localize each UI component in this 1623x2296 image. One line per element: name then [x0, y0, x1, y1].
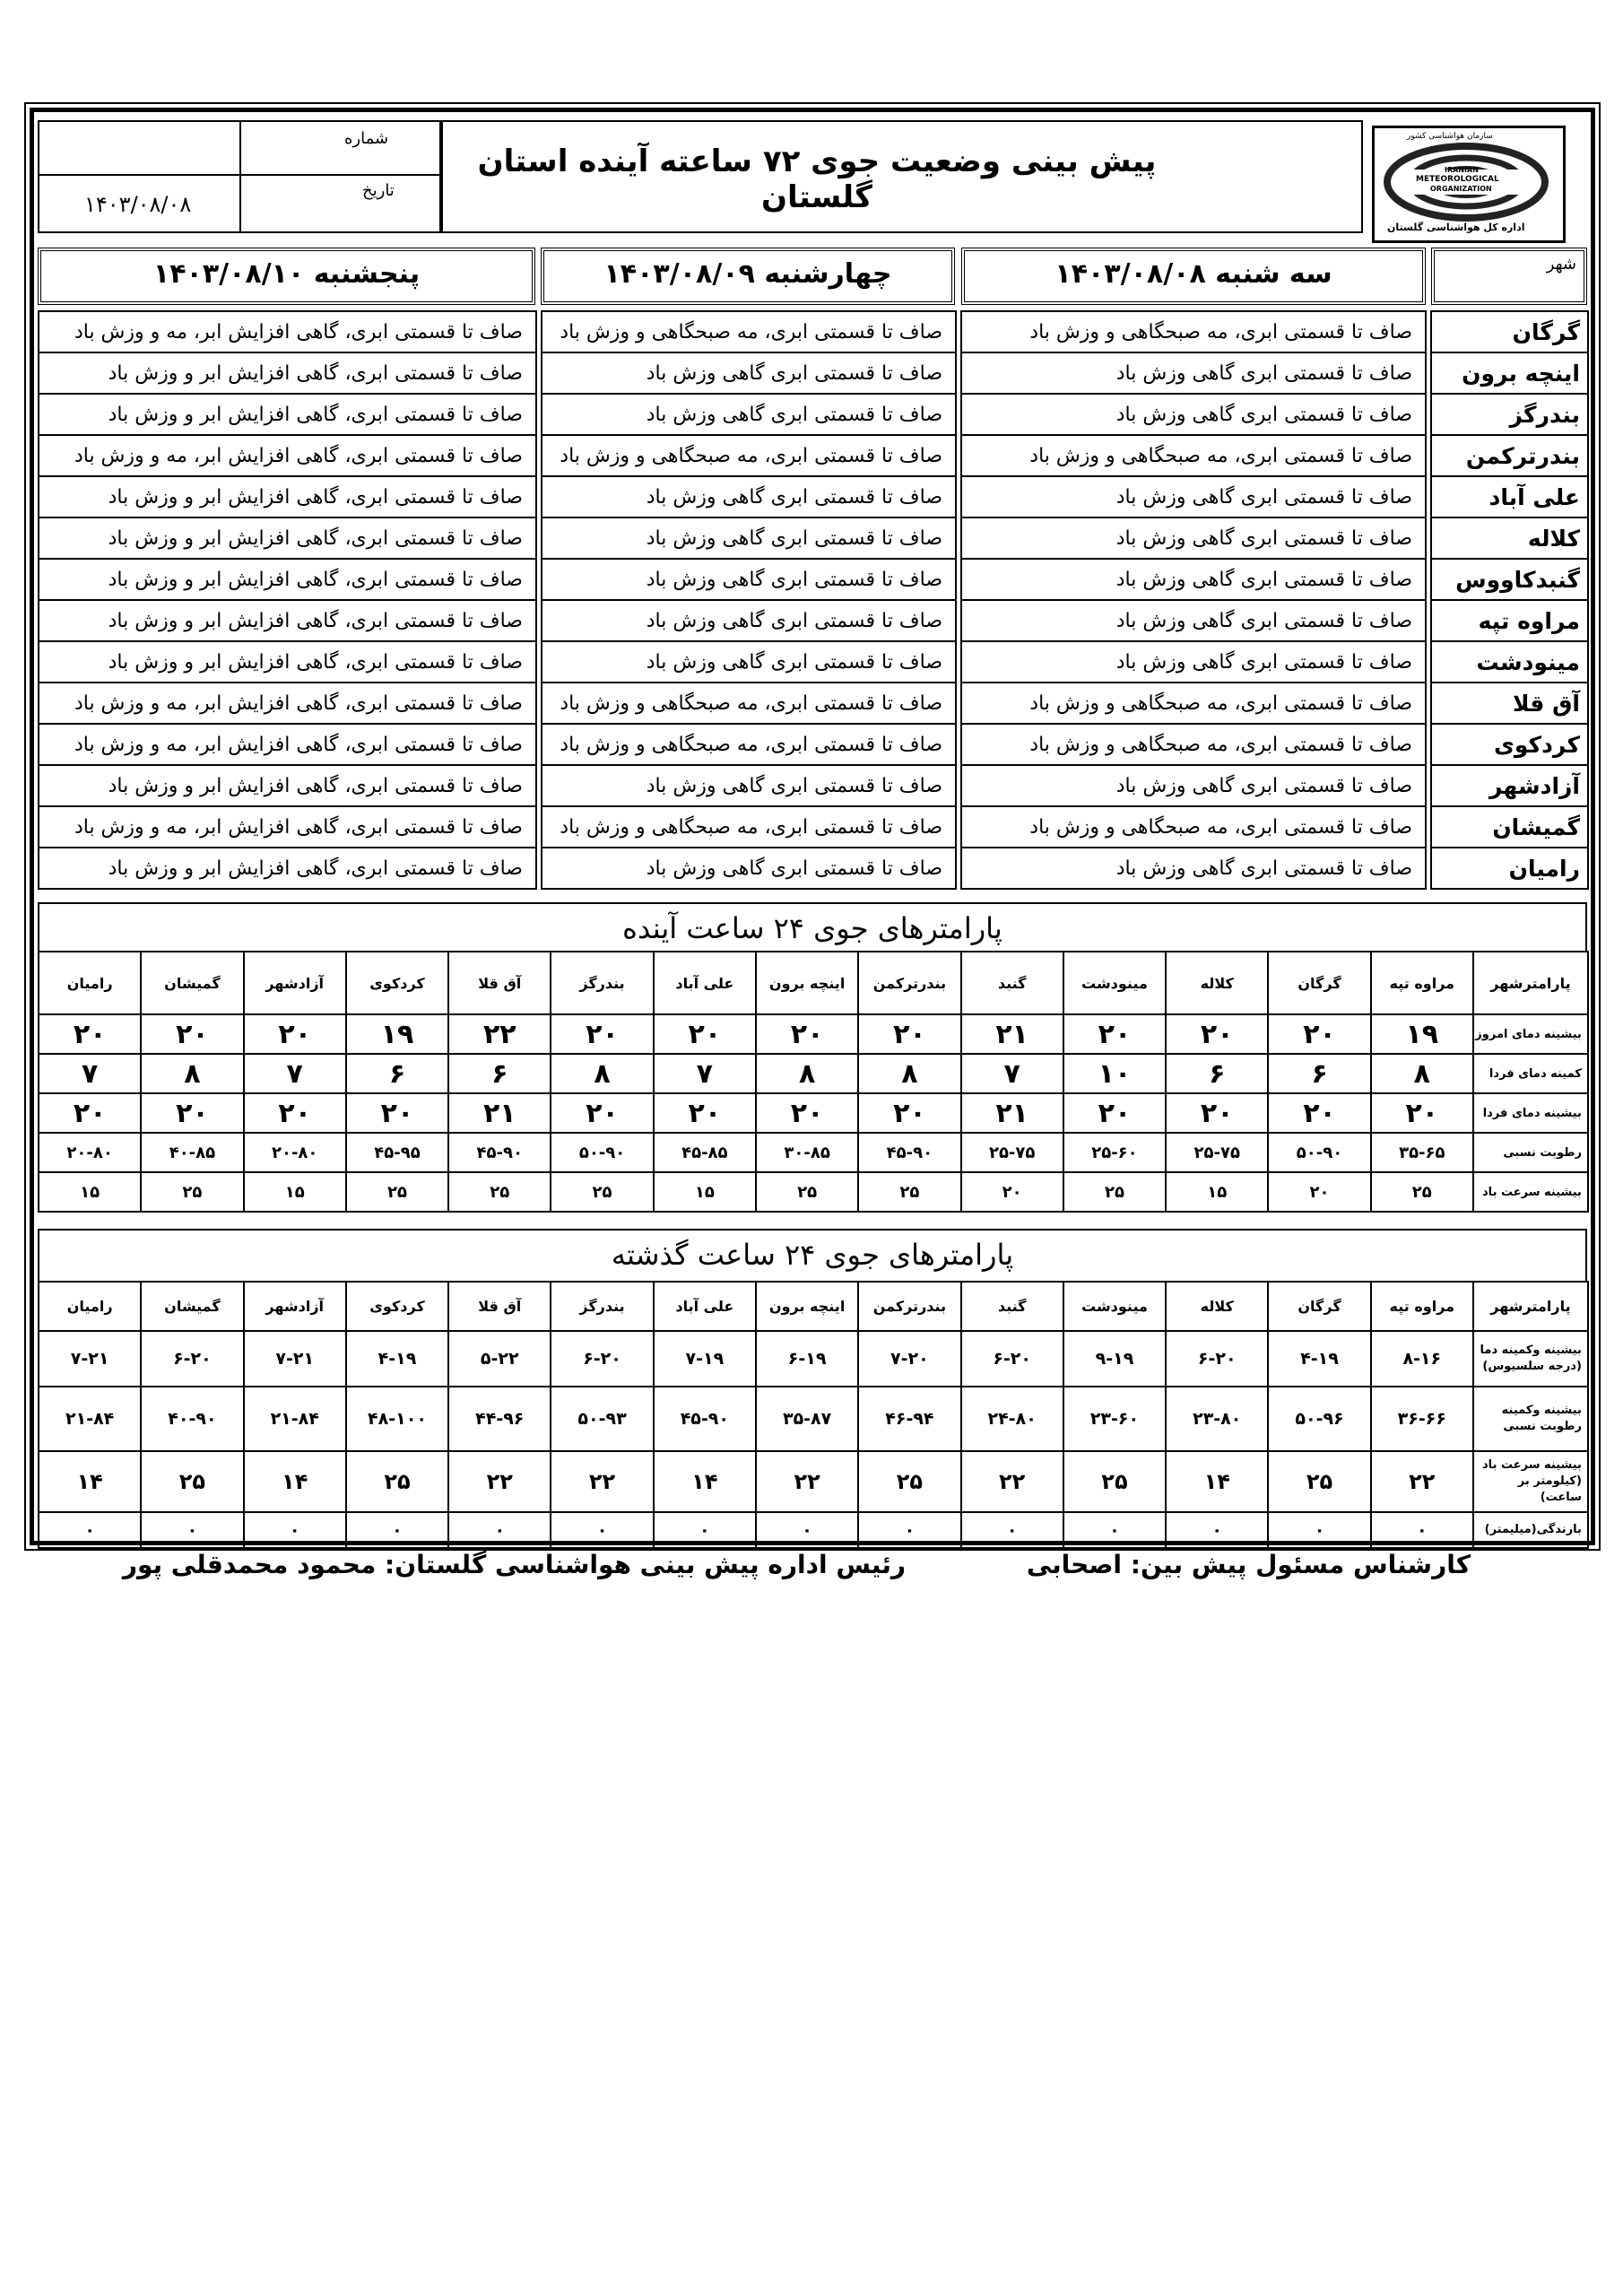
param-value: ۲۰ [1268, 1014, 1370, 1054]
param-value: ۸ [756, 1054, 858, 1093]
forecast-row [39, 641, 1588, 683]
param-label: رطوبت نسبی [1473, 1133, 1588, 1172]
param-value: ۶-۱۹ [756, 1331, 858, 1387]
forecast-day2-cell: صاف تا قسمتی ابری گاهی وزش باد [542, 476, 956, 517]
forecast-day1-cell: صاف تا قسمتی ابری، مه صبحگاهی و وزش باد [961, 806, 1426, 848]
param-city-header: کردکوی [346, 952, 448, 1014]
param-value: ۱۴ [1166, 1451, 1268, 1512]
param-value: ۸ [1371, 1054, 1473, 1093]
param-value: ۱۵ [1166, 1172, 1268, 1212]
param-value: ۶-۲۰ [961, 1331, 1063, 1387]
param-city-header: اینچه برون [756, 952, 858, 1014]
param-value: ۷-۱۹ [654, 1331, 756, 1387]
forecast-day2-cell: صاف تا قسمتی ابری، مه صبحگاهی و وزش باد [542, 435, 956, 476]
param-city-header: بندرگز [551, 1282, 653, 1331]
param-row [39, 1014, 1588, 1054]
param-value: ۲۵ [141, 1172, 243, 1212]
logo-top-text: سازمان هواشناسی کشور [1407, 132, 1493, 141]
param-city-header: گنبد [961, 1282, 1063, 1331]
date-label: تاریخ [362, 181, 395, 200]
param-value: ۲۲ [551, 1451, 653, 1512]
day-header-3: پنجشنبه ۱۴۰۳/۰۸/۱۰ [38, 248, 535, 305]
forecast-row [39, 435, 1588, 476]
param-label: بارندگی(میلیمتر) [1473, 1512, 1588, 1548]
param-value: ۲۰ [1268, 1093, 1370, 1133]
logo-en-line2: METEOROLOGICAL [1416, 175, 1499, 184]
param-value: ۰ [39, 1512, 141, 1548]
forecast-day2-cell: صاف تا قسمتی ابری گاهی وزش باد [542, 517, 956, 559]
param-value: ۴۵-۹۵ [346, 1133, 448, 1172]
forecast-day2-cell: صاف تا قسمتی ابری گاهی وزش باد [542, 848, 956, 889]
forecast-day3-cell: صاف تا قسمتی ابری، گاهی افزایش ابر و وزش باد [39, 352, 536, 394]
param-value: ۷-۲۰ [858, 1331, 960, 1387]
param-value: ۲۰ [1371, 1093, 1473, 1133]
param-value: ۵۰-۹۰ [551, 1133, 653, 1172]
past24-table [38, 1281, 1589, 1549]
forecast-day1-cell: صاف تا قسمتی ابری گاهی وزش باد [961, 476, 1426, 517]
forecast-row [39, 848, 1588, 889]
param-value: ۰ [961, 1512, 1063, 1548]
param-value: ۲۵-۶۰ [1063, 1133, 1166, 1172]
param-value: ۷ [961, 1054, 1063, 1093]
number-date-box [38, 120, 441, 233]
forecast-row [39, 517, 1588, 559]
param-value: ۰ [1063, 1512, 1166, 1548]
param-label: بیشینه سرعت باد [1473, 1172, 1588, 1212]
city-name: رامیان [1431, 848, 1588, 889]
forecast-day2-cell: صاف تا قسمتی ابری، مه صبحگاهی و وزش باد [542, 311, 956, 352]
param-value: ۲۵ [1063, 1172, 1166, 1212]
param-header-row [39, 1282, 1588, 1331]
param-value: ۱۹ [346, 1014, 448, 1054]
param-value: ۹-۱۹ [1063, 1331, 1166, 1387]
forecast-day3-cell: صاف تا قسمتی ابری، گاهی افزایش ابر و وزش باد [39, 394, 536, 435]
param-value: ۲۰-۸۰ [244, 1133, 346, 1172]
param-value: ۲۰ [1063, 1093, 1166, 1133]
param-value: ۰ [654, 1512, 756, 1548]
city-name: مینودشت [1431, 641, 1588, 683]
next24-title: پارامترهای جوی ۲۴ ساعت آینده [622, 911, 1002, 945]
param-city-header: گنبد [961, 952, 1063, 1014]
param-value: ۴۵-۹۰ [448, 1133, 551, 1172]
param-value: ۶ [1166, 1054, 1268, 1093]
param-value: ۲۰ [141, 1014, 243, 1054]
param-value: ۵۰-۹۰ [1268, 1133, 1370, 1172]
city-name: گمیشان [1431, 806, 1588, 848]
forecast-row [39, 352, 1588, 394]
param-city-header: آزادشهر [244, 952, 346, 1014]
param-city-header: گرگان [1268, 1282, 1370, 1331]
param-value: ۸ [141, 1054, 243, 1093]
param-label: بیشینه دمای امروز [1473, 1014, 1588, 1054]
param-value: ۲۵ [756, 1172, 858, 1212]
forecast-day3-cell: صاف تا قسمتی ابری، گاهی افزایش ابر و وزش باد [39, 765, 536, 806]
param-label: بیشینه وکمینه رطوبت نسبی [1473, 1387, 1588, 1451]
forecast-day3-cell: صاف تا قسمتی ابری، گاهی افزایش ابر و وزش باد [39, 600, 536, 641]
param-value: ۶-۲۰ [141, 1331, 243, 1387]
param-value: ۴۰-۹۰ [141, 1387, 243, 1451]
param-header-cell: پارامترشهر [1473, 952, 1588, 1014]
meteorological-organization-logo [1372, 126, 1566, 243]
forecast-row [39, 394, 1588, 435]
forecast-row [39, 806, 1588, 848]
logo-en-line3: ORGANIZATION [1430, 185, 1492, 193]
param-value: ۲۰ [756, 1093, 858, 1133]
forecast-day3-cell: صاف تا قسمتی ابری، گاهی افزایش ابر و وزش باد [39, 476, 536, 517]
param-value: ۳۶-۶۶ [1371, 1387, 1473, 1451]
date-value: ۱۴۰۳/۰۸/۰۸ [84, 192, 192, 217]
param-value: ۶ [448, 1054, 551, 1093]
param-value: ۰ [756, 1512, 858, 1548]
param-value: ۳۵-۶۵ [1371, 1133, 1473, 1172]
param-value: ۵-۲۲ [448, 1331, 551, 1387]
param-value: ۲۰ [1166, 1014, 1268, 1054]
param-value: ۱۴ [39, 1451, 141, 1512]
forecast-day3-cell: صاف تا قسمتی ابری، گاهی افزایش ابر، مه و وزش باد [39, 683, 536, 724]
param-city-header: گمیشان [141, 1282, 243, 1331]
next24-table [38, 951, 1589, 1213]
city-name: بندرگز [1431, 394, 1588, 435]
param-value: ۱۵ [39, 1172, 141, 1212]
param-label: بیشینه وکمینه دما (درجه سلسیوس) [1473, 1331, 1588, 1387]
param-value: ۰ [551, 1512, 653, 1548]
param-value: ۴۵-۸۵ [654, 1133, 756, 1172]
param-value: ۲۰ [654, 1093, 756, 1133]
param-value: ۰ [858, 1512, 960, 1548]
param-city-header: گرگان [1268, 952, 1370, 1014]
param-value: ۲۰-۸۰ [39, 1133, 141, 1172]
param-value: ۷-۲۱ [39, 1331, 141, 1387]
param-value: ۲۰ [858, 1093, 960, 1133]
forecast-day2-cell: صاف تا قسمتی ابری گاهی وزش باد [542, 559, 956, 600]
param-value: ۲۱-۸۴ [244, 1387, 346, 1451]
param-label: بیشینه سرعت باد (کیلومتر بر ساعت) [1473, 1451, 1588, 1512]
param-value: ۵۰-۹۳ [551, 1387, 653, 1451]
param-value: ۲۵-۷۵ [961, 1133, 1063, 1172]
forecast-day2-cell: صاف تا قسمتی ابری گاهی وزش باد [542, 600, 956, 641]
city-header: شهر [1431, 248, 1587, 305]
param-city-header: مراوه تپه [1371, 952, 1473, 1014]
param-city-header: بندرترکمن [858, 1282, 960, 1331]
param-value: ۴۰-۸۵ [141, 1133, 243, 1172]
param-value: ۴۴-۹۶ [448, 1387, 551, 1451]
forecast-day3-cell: صاف تا قسمتی ابری، گاهی افزایش ابر و وزش باد [39, 848, 536, 889]
city-name: آق قلا [1431, 683, 1588, 724]
param-value: ۲۰ [551, 1093, 653, 1133]
param-label: بیشینه دمای فردا [1473, 1093, 1588, 1133]
param-value: ۲۰ [858, 1014, 960, 1054]
param-value: ۶-۲۰ [551, 1331, 653, 1387]
past24-title: پارامترهای جوی ۲۴ ساعت گذشته [611, 1238, 1014, 1272]
param-city-header: بندرگز [551, 952, 653, 1014]
forecast-day1-cell: صاف تا قسمتی ابری، مه صبحگاهی و وزش باد [961, 724, 1426, 765]
param-city-header: آزادشهر [244, 1282, 346, 1331]
forecast-day1-cell: صاف تا قسمتی ابری، مه صبحگاهی و وزش باد [961, 683, 1426, 724]
param-value: ۰ [448, 1512, 551, 1548]
day-header-1: سه شنبه ۱۴۰۳/۰۸/۰۸ [961, 248, 1426, 305]
city-name: اینچه برون [1431, 352, 1588, 394]
logo-bottom-text: اداره کل هواشناسی گلستان [1387, 222, 1525, 233]
param-city-header: مینودشت [1063, 952, 1166, 1014]
param-value: ۲۰ [961, 1172, 1063, 1212]
param-value: ۲۱-۸۴ [39, 1387, 141, 1451]
forecast-row [39, 600, 1588, 641]
forecast-day3-cell: صاف تا قسمتی ابری، گاهی افزایش ابر، مه و وزش باد [39, 806, 536, 848]
forecast-day3-cell: صاف تا قسمتی ابری، گاهی افزایش ابر و وزش باد [39, 641, 536, 683]
forecast-day2-cell: صاف تا قسمتی ابری گاهی وزش باد [542, 352, 956, 394]
param-value: ۰ [141, 1512, 243, 1548]
param-value: ۲۵ [1063, 1451, 1166, 1512]
forecast-day3-cell: صاف تا قسمتی ابری، گاهی افزایش ابر، مه و وزش باد [39, 435, 536, 476]
param-value: ۴۶-۹۴ [858, 1387, 960, 1451]
param-value: ۲۵-۷۵ [1166, 1133, 1268, 1172]
param-value: ۰ [346, 1512, 448, 1548]
param-row [39, 1512, 1588, 1548]
forecast-day2-cell: صاف تا قسمتی ابری گاهی وزش باد [542, 641, 956, 683]
param-value: ۱۰ [1063, 1054, 1166, 1093]
param-city-header: علی آباد [654, 1282, 756, 1331]
forecast-day1-cell: صاف تا قسمتی ابری گاهی وزش باد [961, 517, 1426, 559]
param-city-header: آق قلا [448, 952, 551, 1014]
param-city-header: کردکوی [346, 1282, 448, 1331]
param-city-header: کلاله [1166, 952, 1268, 1014]
param-value: ۲۰ [141, 1093, 243, 1133]
forecast-row [39, 765, 1588, 806]
param-value: ۲۰ [244, 1093, 346, 1133]
param-value: ۱۵ [654, 1172, 756, 1212]
param-value: ۲۵ [346, 1451, 448, 1512]
param-row [39, 1054, 1588, 1093]
param-value: ۲۵ [1268, 1451, 1370, 1512]
param-value: ۲۲ [961, 1451, 1063, 1512]
param-value: ۱۴ [654, 1451, 756, 1512]
param-value: ۴۵-۹۰ [654, 1387, 756, 1451]
param-value: ۰ [1371, 1512, 1473, 1548]
param-value: ۴-۱۹ [1268, 1331, 1370, 1387]
city-name: کردکوی [1431, 724, 1588, 765]
forecast-day3-cell: صاف تا قسمتی ابری، گاهی افزایش ابر، مه و وزش باد [39, 311, 536, 352]
param-city-header: مینودشت [1063, 1282, 1166, 1331]
param-city-header: گمیشان [141, 952, 243, 1014]
forecast-day2-cell: صاف تا قسمتی ابری گاهی وزش باد [542, 394, 956, 435]
forecast-day3-cell: صاف تا قسمتی ابری، گاهی افزایش ابر و وزش باد [39, 517, 536, 559]
city-name: کلاله [1431, 517, 1588, 559]
param-value: ۲۰ [654, 1014, 756, 1054]
param-value: ۲۵ [1371, 1172, 1473, 1212]
city-name: گنبدکاووس [1431, 559, 1588, 600]
forecast-row [39, 311, 1588, 352]
head-signature: رئیس اداره پیش بینی هواشناسی گلستان: محمود محمدقلی پور [122, 1550, 906, 1579]
city-name: بندرترکمن [1431, 435, 1588, 476]
param-value: ۸ [551, 1054, 653, 1093]
param-city-header: کلاله [1166, 1282, 1268, 1331]
forecast-row [39, 476, 1588, 517]
param-value: ۲۵ [448, 1172, 551, 1212]
param-value: ۲۵ [141, 1451, 243, 1512]
city-name: گرگان [1431, 311, 1588, 352]
param-value: ۲۰ [346, 1093, 448, 1133]
expert-signature: کارشناس مسئول پیش بین: اصحابی [1026, 1550, 1471, 1579]
param-city-header: مراوه تپه [1371, 1282, 1473, 1331]
param-value: ۲۲ [756, 1451, 858, 1512]
number-label: شماره [344, 129, 389, 148]
forecast-day2-cell: صاف تا قسمتی ابری، مه صبحگاهی و وزش باد [542, 683, 956, 724]
param-city-header: اینچه برون [756, 1282, 858, 1331]
param-value: ۲۵ [858, 1451, 960, 1512]
param-value: ۲۰ [244, 1014, 346, 1054]
param-value: ۱۹ [1371, 1014, 1473, 1054]
past24-title-box [38, 1229, 1587, 1283]
forecast-day2-cell: صاف تا قسمتی ابری، مه صبحگاهی و وزش باد [542, 806, 956, 848]
forecast-day1-cell: صاف تا قسمتی ابری گاهی وزش باد [961, 352, 1426, 394]
param-value: ۲۰ [39, 1014, 141, 1054]
param-value: ۲۵ [858, 1172, 960, 1212]
param-value: ۲۰ [1268, 1172, 1370, 1212]
forecast-day3-cell: صاف تا قسمتی ابری، گاهی افزایش ابر، مه و وزش باد [39, 724, 536, 765]
param-label: کمینه دمای فردا [1473, 1054, 1588, 1093]
param-city-header: بندرترکمن [858, 952, 960, 1014]
city-name: مراوه تپه [1431, 600, 1588, 641]
forecast-day2-cell: صاف تا قسمتی ابری گاهی وزش باد [542, 765, 956, 806]
param-value: ۲۴-۸۰ [961, 1387, 1063, 1451]
param-value: ۲۵ [551, 1172, 653, 1212]
param-value: ۰ [1268, 1512, 1370, 1548]
param-header-row [39, 952, 1588, 1014]
forecast-day1-cell: صاف تا قسمتی ابری، مه صبحگاهی و وزش باد [961, 435, 1426, 476]
param-value: ۴۸-۱۰۰ [346, 1387, 448, 1451]
page-title: پیش بینی وضعیت جوی ۷۲ ساعته آینده استان گلستان [477, 144, 1157, 215]
forecast-day1-cell: صاف تا قسمتی ابری، مه صبحگاهی و وزش باد [961, 311, 1426, 352]
param-value: ۲۰ [1063, 1014, 1166, 1054]
param-header-cell: پارامترشهر [1473, 1282, 1588, 1331]
param-value: ۰ [244, 1512, 346, 1548]
param-row [39, 1331, 1588, 1387]
forecast-day2-cell: صاف تا قسمتی ابری، مه صبحگاهی و وزش باد [542, 724, 956, 765]
forecast-day3-cell: صاف تا قسمتی ابری، گاهی افزایش ابر و وزش باد [39, 559, 536, 600]
param-value: ۲۰ [1166, 1093, 1268, 1133]
param-value: ۱۵ [244, 1172, 346, 1212]
forecast-row [39, 724, 1588, 765]
param-city-header: رامیان [39, 1282, 141, 1331]
param-value: ۲۰ [756, 1014, 858, 1054]
param-value: ۷-۲۱ [244, 1331, 346, 1387]
forecast-row [39, 559, 1588, 600]
forecast-row [39, 683, 1588, 724]
logo-en-line1: IRANIAN [1445, 166, 1479, 174]
param-value: ۴-۱۹ [346, 1331, 448, 1387]
forecast-day1-cell: صاف تا قسمتی ابری گاهی وزش باد [961, 600, 1426, 641]
param-value: ۴۵-۹۰ [858, 1133, 960, 1172]
param-value: ۱۴ [244, 1451, 346, 1512]
param-value: ۲۱ [448, 1093, 551, 1133]
param-value: ۳۵-۸۷ [756, 1387, 858, 1451]
param-value: ۶-۲۰ [1166, 1331, 1268, 1387]
param-value: ۵۰-۹۶ [1268, 1387, 1370, 1451]
param-value: ۶ [1268, 1054, 1370, 1093]
param-value: ۲۲ [448, 1451, 551, 1512]
param-value: ۲۲ [1371, 1451, 1473, 1512]
param-row [39, 1093, 1588, 1133]
param-row [39, 1172, 1588, 1212]
day-header-2: چهارشنبه ۱۴۰۳/۰۸/۰۹ [541, 248, 955, 305]
param-row [39, 1451, 1588, 1512]
param-city-header: آق قلا [448, 1282, 551, 1331]
param-value: ۲۲ [448, 1014, 551, 1054]
param-value: ۷ [654, 1054, 756, 1093]
param-value: ۲۳-۸۰ [1166, 1387, 1268, 1451]
param-value: ۲۵ [346, 1172, 448, 1212]
forecast-day1-cell: صاف تا قسمتی ابری گاهی وزش باد [961, 765, 1426, 806]
param-value: ۳۰-۸۵ [756, 1133, 858, 1172]
next24-title-box [38, 902, 1587, 952]
param-city-header: رامیان [39, 952, 141, 1014]
param-value: ۷ [244, 1054, 346, 1093]
param-value: ۲۱ [961, 1014, 1063, 1054]
param-city-header: علی آباد [654, 952, 756, 1014]
forecast-day1-cell: صاف تا قسمتی ابری گاهی وزش باد [961, 848, 1426, 889]
param-value: ۲۰ [551, 1014, 653, 1054]
param-value: ۲۱ [961, 1093, 1063, 1133]
title-box [441, 120, 1363, 233]
city-name: آزادشهر [1431, 765, 1588, 806]
param-value: ۰ [1166, 1512, 1268, 1548]
city-name: علی آباد [1431, 476, 1588, 517]
param-value: ۲۳-۶۰ [1063, 1387, 1166, 1451]
param-value: ۸-۱۶ [1371, 1331, 1473, 1387]
forecast-table [38, 310, 1589, 890]
param-value: ۲۰ [39, 1093, 141, 1133]
forecast-day1-cell: صاف تا قسمتی ابری گاهی وزش باد [961, 394, 1426, 435]
param-row [39, 1387, 1588, 1451]
param-value: ۷ [39, 1054, 141, 1093]
forecast-day1-cell: صاف تا قسمتی ابری گاهی وزش باد [961, 559, 1426, 600]
forecast-day1-cell: صاف تا قسمتی ابری گاهی وزش باد [961, 641, 1426, 683]
param-value: ۸ [858, 1054, 960, 1093]
param-value: ۶ [346, 1054, 448, 1093]
param-row [39, 1133, 1588, 1172]
